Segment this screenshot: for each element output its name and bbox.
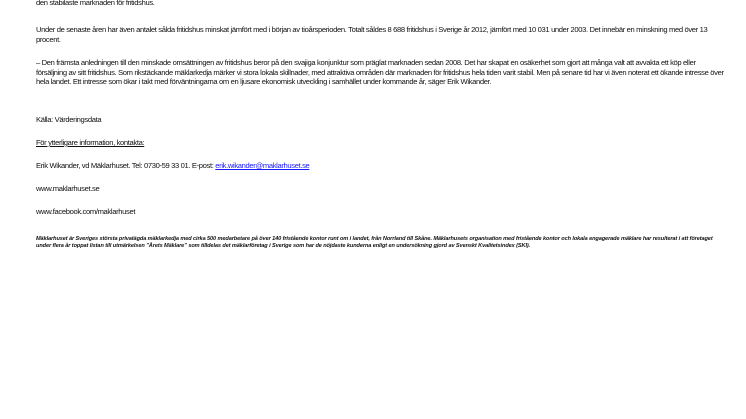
paragraph-quote: – Den främsta anledningen till den minskade omsättningen av fritidshus beror på den svajiga konjunktur som präglat marknaden sedan 2008. Det har skapat en osäkerhet som gjort att många valt att avvakta ett köp eller försäljning av sitt fritidshus. Som rikstäckande mäklarkedja märker vi stora lokala skillnader, med attraktiva områden där marknaden för fritidshus hela tiden varit stabil. Men på senare tid har vi även noterat ett ökande intresse över hela landet. Ett intresse som ökar i takt med förväntningarna om en ljusare ekonomisk utveckling i samhället under kommande år, säger Erik Wikander.	[36, 58, 724, 87]
contact-line	[36, 161, 726, 171]
paragraph-sales-decline: Under de senaste åren har även antalet sålda fritidshus minskat jämfört med i början av tioårsperioden. Totalt såldes 8 688 fritidshus i Sverige år 2012, jämfört med 10 031 under 2003. Det innebär en minskning med över 13 procent.	[36, 25, 708, 44]
contact-email-link[interactable]: erik.wikander@maklarhuset.se	[215, 161, 310, 170]
facebook-text: www.facebook.com/maklarhuset	[36, 207, 136, 216]
intro-tail-text: den stabilaste marknaden för fritidshus.	[36, 0, 155, 7]
website-text: www.maklarhuset.se	[36, 184, 100, 193]
contact-heading: För ytterligare information, kontakta:	[36, 138, 145, 147]
footer-boilerplate: Mäklarhuset är Sveriges största privatägda mäklarkedja med cirka 500 medarbetare på över 140 fristående kontor runt om i landet, från Norrland till Skåne. Mäklarhusets organisation med fristående kontor och lokala engagerade mäklare har resulterat i att företaget under flera år toppat listan till utmärkelsen ”Årets Mäklare” som tilldelas det mäklarföretag i Sverige som har de nöjdaste kunderna enligt en undersökning gjord av Svenskt Kvalitetsindex (SKI).	[36, 236, 713, 250]
contact-details: Erik Wikander, vd Mäklarhuset. Tel: 0730-59 33 01. E-post:	[36, 161, 214, 170]
source-text: Källa: Värderingsdata	[36, 115, 102, 124]
